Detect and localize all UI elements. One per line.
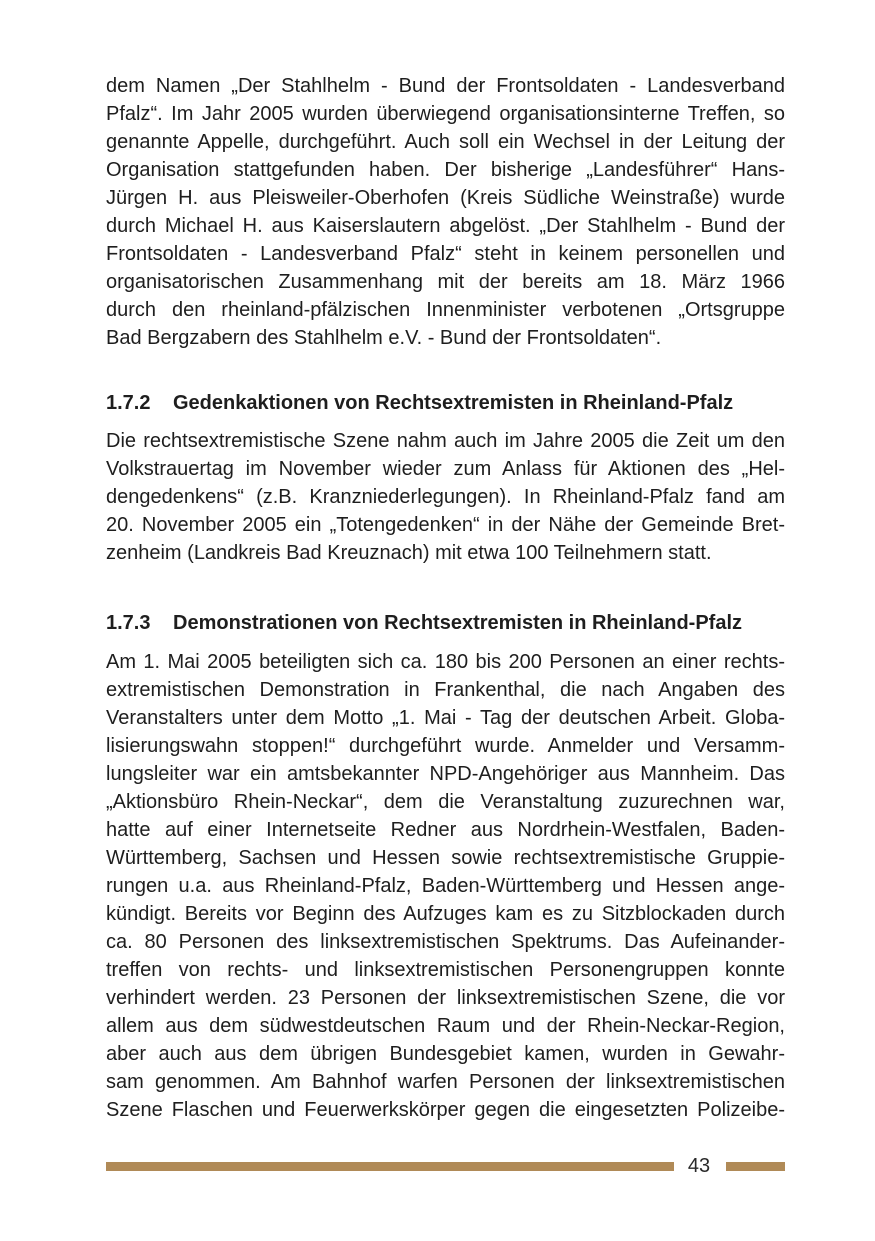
text-line: organisatorischen Zusammenhang mit der bereits am 18. März 1966 bbox=[106, 271, 785, 293]
text-line: sam genommen. Am Bahnhof warfen Personen der linksextremistischen bbox=[106, 1071, 785, 1093]
section-number: 1.7.2 bbox=[106, 392, 151, 414]
text-line: dem Namen „Der Stahlhelm - Bund der Frontsoldaten - Landesverband bbox=[106, 75, 785, 97]
text-line: durch den rheinland-pfälzischen Innenminister verbotenen „Ortsgruppe bbox=[106, 299, 785, 321]
section-heading-172 bbox=[106, 389, 733, 417]
text-line: Veranstalters unter dem Motto „1. Mai - Tag der deutschen Arbeit. Globa- bbox=[106, 707, 785, 729]
text-line: 20. November 2005 ein „Totengedenken“ in der Nähe der Gemeinde Bret- bbox=[106, 514, 785, 536]
text-line: Pfalz“. Im Jahr 2005 wurden überwiegend organisationsinterne Treffen, so bbox=[106, 103, 785, 125]
text-line: extremistischen Demonstration in Frankenthal, die nach Angaben des bbox=[106, 679, 785, 701]
footer-bar-left bbox=[106, 1162, 674, 1171]
text-line: genannte Appelle, durchgeführt. Auch soll ein Wechsel in der Leitung der bbox=[106, 131, 785, 153]
text-line: treffen von rechts- und linksextremistischen Personengruppen konnte bbox=[106, 959, 785, 981]
text-line: hatte auf einer Internetseite Redner aus Nordrhein-Westfalen, Baden- bbox=[106, 819, 785, 841]
text-line: verhindert werden. 23 Personen der linksextremistischen Szene, die vor bbox=[106, 987, 785, 1009]
section-number: 1.7.3 bbox=[106, 612, 151, 634]
text-line: Szene Flaschen und Feuerwerkskörper gegen die eingesetzten Polizeibe- bbox=[106, 1099, 785, 1121]
text-line: Württemberg, Sachsen und Hessen sowie rechtsextremistische Gruppie- bbox=[106, 847, 785, 869]
text-line: dengedenkens“ (z.B. Kranzniederlegungen). In Rheinland-Pfalz fand am bbox=[106, 486, 785, 508]
text-line: lisierungswahn stoppen!“ durchgeführt wurde. Anmelder und Versamm- bbox=[106, 735, 785, 757]
text-line: Jürgen H. aus Pleisweiler-Oberhofen (Kreis Südliche Weinstraße) wurde bbox=[106, 187, 785, 209]
text-line: allem aus dem südwestdeutschen Raum und der Rhein-Neckar-Region, bbox=[106, 1015, 785, 1037]
text-line: Am 1. Mai 2005 beteiligten sich ca. 180 bis 200 Personen an einer rechts- bbox=[106, 651, 785, 673]
section-heading-173 bbox=[106, 609, 742, 637]
text-line: Volkstrauertag im November wieder zum Anlass für Aktionen des „Hel- bbox=[106, 458, 785, 480]
text-line: rungen u.a. aus Rheinland-Pfalz, Baden-Württemberg und Hessen ange- bbox=[106, 875, 785, 897]
text-line: Organisation stattgefunden haben. Der bisherige „Landesführer“ Hans- bbox=[106, 159, 785, 181]
section-title: Demonstrationen von Rechtsextremisten in Rheinland-Pfalz bbox=[173, 612, 742, 634]
text-line: aber auch aus dem übrigen Bundesgebiet kamen, wurden in Gewahr- bbox=[106, 1043, 785, 1065]
text-line: lungsleiter war ein amtsbekannter NPD-Angehöriger aus Mannheim. Das bbox=[106, 763, 785, 785]
text-line: kündigt. Bereits vor Beginn des Aufzuges kam es zu Sitzblockaden durch bbox=[106, 903, 785, 925]
text-line: durch Michael H. aus Kaiserslautern abgelöst. „Der Stahlhelm - Bund der bbox=[106, 215, 785, 237]
page-number: 43 bbox=[687, 1155, 711, 1177]
text-line: Die rechtsextremistische Szene nahm auch im Jahre 2005 die Zeit um den bbox=[106, 430, 785, 452]
section-title: Gedenkaktionen von Rechtsextremisten in Rheinland-Pfalz bbox=[173, 392, 734, 414]
text-line: zenheim (Landkreis Bad Kreuznach) mit etwa 100 Teilnehmern statt. bbox=[106, 542, 712, 564]
footer-bar-right bbox=[726, 1162, 785, 1171]
text-line: Bad Bergzabern des Stahlhelm e.V. - Bund der Frontsoldaten“. bbox=[106, 327, 662, 349]
text-line: ca. 80 Personen des linksextremistischen Spektrums. Das Aufeinander- bbox=[106, 931, 785, 953]
text-line: Frontsoldaten - Landesverband Pfalz“ steht in keinem personellen und bbox=[106, 243, 785, 265]
text-line: „Aktionsbüro Rhein-Neckar“, dem die Veranstaltung zuzurechnen war, bbox=[106, 791, 785, 813]
